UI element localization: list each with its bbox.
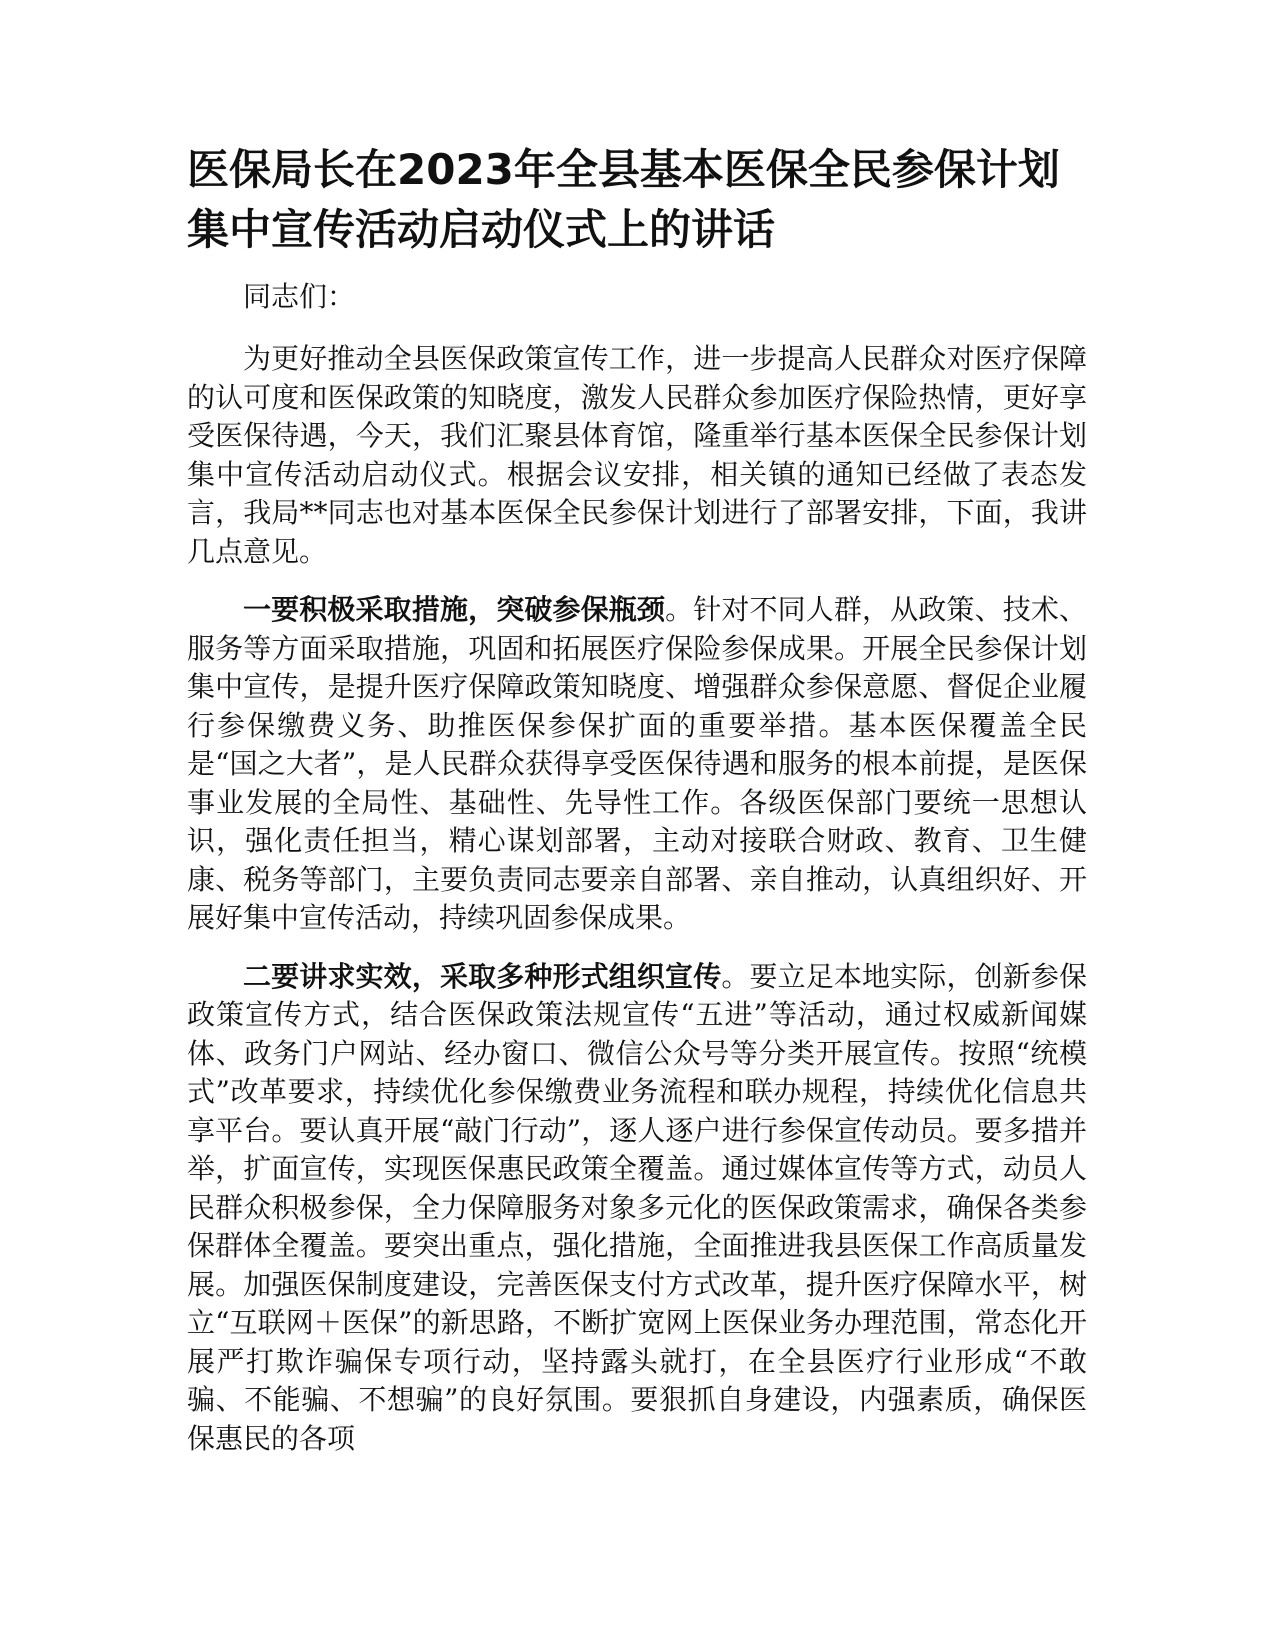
paragraph-intro [187, 340, 1087, 571]
paragraph-intro-text: 为更好推动全县医保政策宣传工作，进一步提高人民群众对医疗保障的认可度和医保政策的知晓度，激发人民群众参加医疗保险热情，更好享受医保待遇，今天，我们汇聚县体育馆，隆重举行基本医保全民参保计划集中宣传活动启动仪式。根据会议安排，相关镇的通知已经做了表态发言，我局**同志也对基本医保全民参保计划进行了部署安排，下面，我讲几点意见。 [187, 342, 1087, 568]
paragraph-point-two-heading: 二要讲求实效，采取多种形式组织宣传 [243, 959, 722, 993]
paragraph-point-two-text: 。要立足本地实际，创新参保政策宣传方式，结合医保政策法规宣传“五进”等活动，通过权威新闻媒体、政务门户网站、经办窗口、微信公众号等分类开展宣传。按照“统模式”改革要求，持续优化参保缴费业务流程和联办规程，持续优化信息共享平台。要认真开展“敲门行动”，逐人逐户进行参保宣传动员。要多措并举，扩面宣传，实现医保惠民政策全覆盖。通过媒体宣传等方式，动员人民群众积极参保，全力保障服务对象多元化的医保政策需求，确保各类参保群体全覆盖。要突出重点，强化措施，全面推进我县医保工作高质量发展。加强医保制度建设，完善医保支付方式改革，提升医疗保障水平，树立“互联网＋医保”的新思路，不断扩宽网上医保业务办理范围，常态化开展严打欺诈骗保专项行动，坚持露头就打，在全县医疗行业形成“不敢骗、不能骗、不想骗”的良好氛围。要狠抓自身建设，内强素质，确保医保惠民的各项 [187, 959, 1087, 1455]
paragraph-point-one-heading: 一要积极采取措施，突破参保瓶颈 [243, 593, 666, 626]
paragraph-point-one-text: 。针对不同人群，从政策、技术、服务等方面采取措施，巩固和拓展医疗保险参保成果。开展全民参保计划集中宣传，是提升医疗保障政策知晓度、增强群众参保意愿、督促企业履行参保缴费义务、助推医保参保扩面的重要举措。基本医保覆盖全民是“国之大者”，是人民群众获得享受医保待遇和服务的根本前提，是医保事业发展的全局性、基础性、先导性工作。各级医保部门要统一思想认识，强化责任担当，精心谋划部署，主动对接联合财政、教育、卫生健康、税务等部门，主要负责同志要亲自部署、亲自推动，认真组织好、开展好集中宣传活动，持续巩固参保成果。 [187, 593, 1087, 934]
document-title: 医保局长在2023年全县基本医保全民参保计划集中宣传活动启动仪式上的讲话 [187, 145, 1060, 254]
salutation: 同志们： [243, 280, 356, 313]
paragraph-point-two [187, 958, 1087, 1459]
document-page [187, 140, 1087, 1478]
paragraph-point-one [187, 591, 1087, 938]
